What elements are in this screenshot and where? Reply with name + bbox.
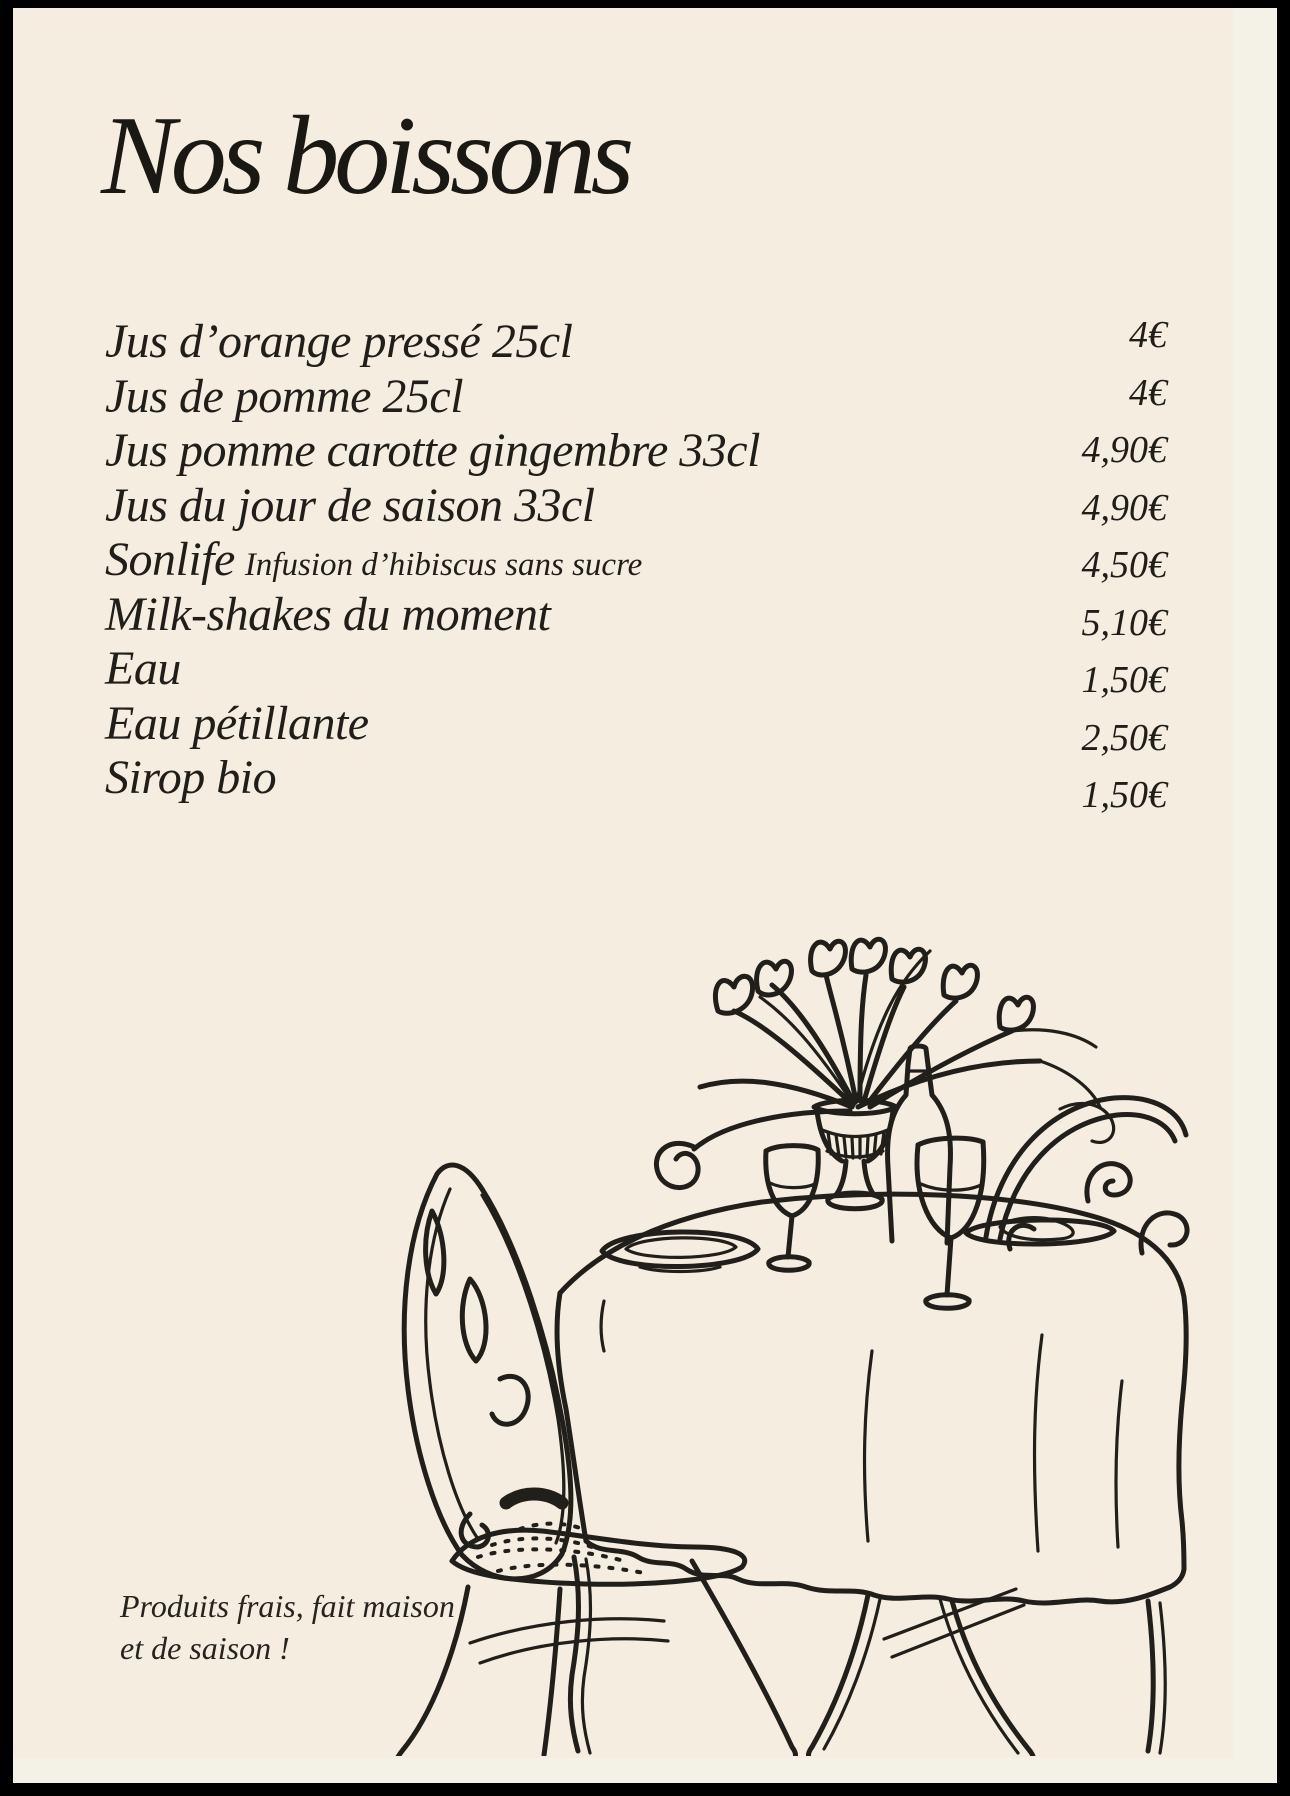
- menu-item-row: [105, 642, 770, 697]
- bistro-table-illustration: [370, 844, 1190, 1756]
- menu-item-row: [105, 370, 770, 425]
- page-title: Nos boissons: [101, 94, 630, 218]
- footer-note-line1: Produits frais, fait maison: [120, 1588, 455, 1624]
- menu-item-row: [105, 533, 770, 588]
- menu-item-row: [105, 588, 770, 643]
- item-price: 4€: [1129, 314, 1167, 356]
- item-price: 4,90€: [1081, 429, 1167, 471]
- price-column: [1082, 307, 1168, 825]
- item-price: 2,50€: [1081, 716, 1167, 759]
- menu-poster: [13, 8, 1233, 1758]
- item-name: Jus de pomme 25cl: [105, 369, 464, 423]
- chair-left-drawing: [395, 1165, 796, 1756]
- page-margin-strip: [13, 8, 1277, 1783]
- menu-item-row: [105, 424, 770, 479]
- item-name: Sirop bio: [105, 751, 277, 804]
- menu-item-row: [105, 697, 770, 752]
- plate-left-drawing: [602, 1232, 758, 1272]
- footer-note-line2: et de saison !: [120, 1630, 290, 1666]
- item-price: 4€: [1129, 371, 1167, 414]
- item-price: 5,10€: [1081, 601, 1167, 644]
- item-price: 4,90€: [1081, 486, 1167, 529]
- item-subname: Infusion d’hibiscus sans sucre: [244, 547, 643, 583]
- item-name: Jus du jour de saison 33cl: [105, 478, 595, 532]
- item-name: Eau: [105, 642, 181, 695]
- item-price: 4,50€: [1081, 544, 1167, 586]
- menu-item-row: [105, 751, 770, 806]
- item-price: 1,50€: [1081, 659, 1167, 701]
- item-name: Jus pomme carotte gingembre 33cl: [105, 424, 760, 477]
- item-name: Milk-shakes du moment: [105, 587, 551, 641]
- item-name: Sonlife: [105, 533, 235, 586]
- table-legs-drawing: [809, 1589, 1166, 1756]
- item-price: 1,50€: [1081, 774, 1167, 816]
- menu-item-row: [105, 479, 770, 534]
- menu-item-list: [105, 315, 770, 806]
- wine-glass-left-drawing: [766, 1146, 819, 1271]
- item-name: Jus d’orange pressé 25cl: [105, 315, 573, 368]
- item-name: Eau pétillante: [105, 696, 369, 750]
- chair-right-drawing: [986, 1098, 1187, 1253]
- menu-item-row: [105, 315, 770, 370]
